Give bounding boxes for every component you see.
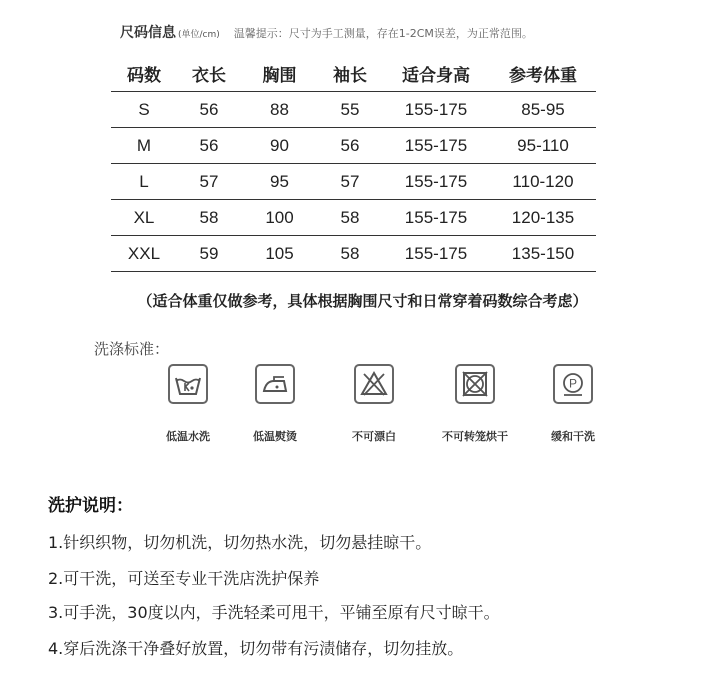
size-info-unit: (单位/cm): [178, 30, 220, 40]
cell-size: S: [138, 99, 150, 119]
table-row: [111, 164, 596, 200]
care-label: 低温熨烫: [253, 430, 297, 443]
care-label: 低温水洗: [166, 430, 210, 443]
header-height: 适合身高: [402, 66, 470, 86]
cell-height: 155-175: [404, 135, 468, 155]
care-item-low-temp-wash: [143, 364, 233, 444]
care-item-no-tumble-dry: [430, 364, 520, 444]
cell-chest: 95: [270, 171, 289, 191]
cell-length: 56: [199, 99, 219, 119]
cell-length: 58: [199, 207, 219, 227]
wash-standard-title: 洗涤标准：: [94, 340, 170, 358]
header-weight: 参考体重: [509, 66, 577, 86]
care-instruction-line: 2.可干洗，可送至专业干洗店洗护保养: [48, 569, 320, 588]
cell-length: 57: [199, 171, 219, 191]
cell-sleeve: 58: [340, 207, 360, 227]
cell-weight: 110-120: [512, 171, 574, 191]
table-row: [111, 92, 596, 128]
cell-height: 155-175: [404, 243, 468, 263]
cell-size: L: [139, 171, 149, 191]
care-label: 不可转笼烘干: [442, 430, 508, 443]
size-table-header-row: [111, 56, 596, 92]
cell-weight: 95-110: [517, 135, 569, 155]
no-bleach-icon: [354, 364, 394, 404]
cell-chest: 90: [270, 135, 289, 155]
header-size: 码数: [127, 66, 161, 86]
size-table: [111, 56, 596, 272]
measurement-tip: 温馨提示：尺寸为手工测量，存在1-2CM误差，为正常范围。: [233, 27, 533, 40]
care-instructions-title: 洗护说明：: [48, 496, 133, 516]
cell-chest: 105: [265, 243, 294, 263]
cell-length: 59: [199, 243, 219, 263]
cell-chest: 100: [265, 207, 294, 227]
care-instruction-line: 1.针织织物，切勿机洗，切勿热水洗，切勿悬挂晾干。: [48, 533, 432, 552]
care-label: 不可漂白: [352, 430, 396, 443]
cell-height: 155-175: [404, 207, 468, 227]
header-sleeve: 袖长: [333, 66, 367, 86]
low-temp-wash-icon: [168, 364, 208, 404]
care-item-low-temp-iron: [230, 364, 320, 444]
cell-sleeve: 55: [340, 99, 360, 119]
svg-text:P: P: [568, 376, 578, 391]
cell-weight: 85-95: [521, 99, 565, 119]
care-label: 缓和干洗: [551, 430, 595, 443]
cell-weight: 120-135: [511, 207, 575, 227]
header-chest: 胸围: [262, 66, 297, 86]
table-row: [111, 200, 596, 236]
cell-size: XXL: [127, 243, 161, 263]
header-length: 衣长: [192, 66, 226, 86]
cell-size: M: [136, 135, 152, 155]
gentle-dry-clean-icon: [553, 364, 593, 404]
cell-length: 56: [199, 135, 219, 155]
cell-height: 155-175: [404, 99, 468, 119]
care-item-gentle-dry-clean: [528, 364, 618, 444]
cell-sleeve: 56: [340, 135, 360, 155]
size-info-title: 尺码信息: [120, 25, 176, 41]
cell-sleeve: 57: [340, 171, 360, 191]
cell-weight: 135-150: [511, 243, 575, 263]
low-temp-iron-icon: [255, 364, 295, 404]
care-instruction-line: 4.穿后洗涤干净叠好放置，切勿带有污渍储存，切勿挂放。: [48, 639, 464, 658]
no-tumble-dry-icon: [455, 364, 495, 404]
table-row: [111, 236, 596, 272]
cell-sleeve: 58: [340, 243, 360, 263]
care-item-no-bleach: [329, 364, 419, 444]
weight-reference-note: （适合体重仅做参考，具体根据胸围尺寸和日常穿着码数综合考虑）: [137, 292, 588, 310]
table-row: [111, 128, 596, 164]
cell-height: 155-175: [404, 171, 468, 191]
size-info-header: [120, 22, 533, 42]
care-instruction-line: 3.可手洗，30度以内，手洗轻柔可甩干，平铺至原有尺寸晾干。: [48, 603, 500, 622]
cell-size: XL: [133, 207, 155, 227]
cell-chest: 88: [270, 99, 289, 119]
